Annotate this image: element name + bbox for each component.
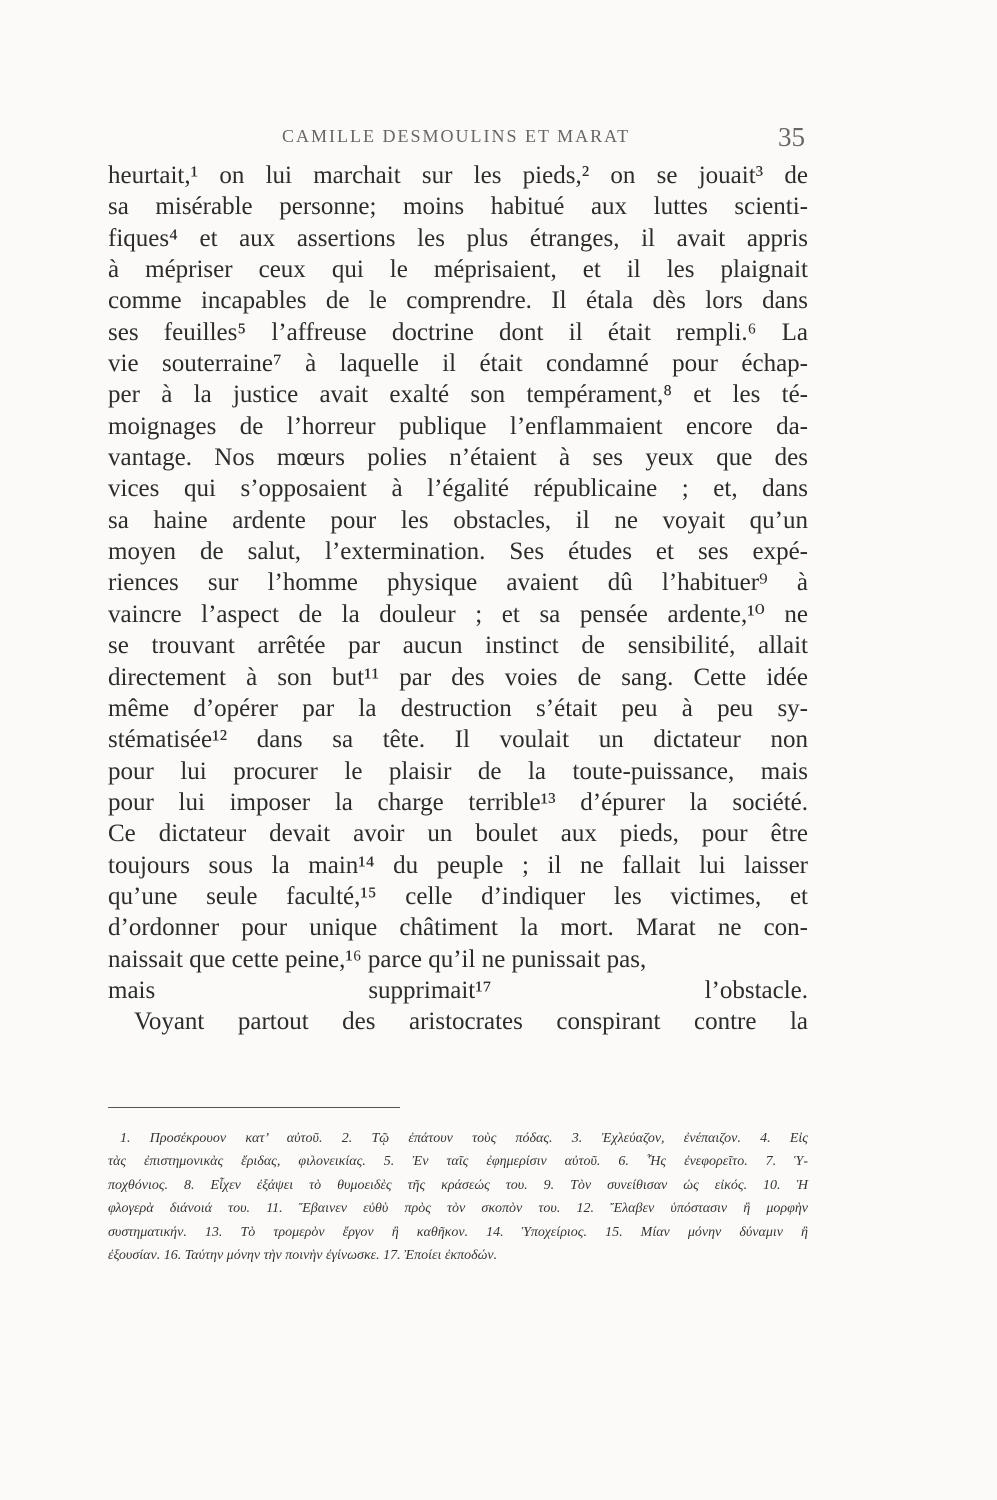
body-line: qu’une seule faculté,¹⁵ celle d’indiquer les victimes, et (108, 882, 808, 910)
body-line: à mépriser ceux qui le méprisaient, et il les plaignait (108, 256, 808, 284)
body-line: heurtait,¹ on lui marchait sur les pieds,² on se jouait³ de (108, 162, 808, 189)
body-text (108, 160, 808, 1038)
footnotes (108, 1127, 808, 1267)
body-line: d’ordonner pour unique châtiment la mort. Marat ne con- (108, 914, 808, 942)
running-title: CAMILLE DESMOULINS ET MARAT (282, 126, 631, 146)
body-line: pour lui imposer la charge terrible¹³ d’épurer la société. (108, 788, 808, 816)
body-line: Voyant partout des aristocrates conspirant contre la (134, 1008, 808, 1036)
body-line: vaincre l’aspect de la douleur ; et sa pensée ardente,¹⁰ ne (108, 600, 808, 628)
body-line: vie souterraine⁷ à laquelle il était condamné pour échap- (108, 350, 808, 378)
body-line: comme incapables de le comprendre. Il étala dès lors dans (108, 287, 808, 315)
body-line: moignages de l’horreur publique l’enflammaient encore da- (108, 412, 808, 440)
body-line: toujours sous la main¹⁴ du peuple ; il ne fallait lui laisser (108, 851, 808, 879)
footnote-line: ποχθόνιος. 8. Εἶχεν ἐξάψει τὸ θυμοειδὲς τῆς κράσεώς του. 9. Τὸν συνείθισαν ὡς εἰκός. 10. Ἡ (108, 1177, 808, 1193)
body-line: fiques⁴ et aux assertions les plus étranges, il avait appris (108, 224, 808, 252)
body-line: stématisée¹² dans sa tête. Il voulait un dictateur non (108, 726, 808, 754)
body-line: se trouvant arrêtée par aucun instinct de sensibilité, allait (108, 632, 808, 660)
footnote-line: φλογερὰ διάνοιά του. 11. Ἔβαινεν εὐθὺ πρὸς τὸν σκοπὸν του. 12. Ἔλαβεν ὑπόστασιν ἢ μορφὴν (108, 1201, 808, 1217)
footnote-line: 1. Προσέκρουον κατ’ αὐτοῦ. 2. Τῷ ἐπάτουν τοὺς πόδας. 3. Ἐχλεύαζον, ἐνέπαιζον. 4. Εἰς (120, 1131, 808, 1146)
body-line: naissait que cette peine,¹⁶ parce qu’il ne punissait pas, (108, 945, 647, 973)
body-line: mais supprimait¹⁷ l’obstacle. (108, 976, 808, 1004)
footnote-line: ἐξουσίαν. 16. Ταύτην μόνην τὴν ποινὴν ἐγίνωσκε. 17. Ἐποίει ἐκποδών. (108, 1247, 498, 1263)
body-line: moyen de salut, l’extermination. Ses études et ses expé- (108, 538, 808, 566)
footnote-rule (108, 1107, 400, 1108)
footnote-line: συστηματικήν. 13. Τὸ τρομερὸν ἔργον ἢ καθῆκον. 14. Ὑποχείριος. 15. Μίαν μόνην δύναμιν ἢ (108, 1224, 808, 1240)
body-line: pour lui procurer le plaisir de la toute-puissance, mais (108, 757, 808, 785)
body-line: même d’opérer par la destruction s’était peu à peu sy- (108, 694, 808, 722)
body-line: directement à son but¹¹ par des voies de sang. Cette idée (108, 663, 808, 691)
body-line: per à la justice avait exalté son tempérament,⁸ et les té- (108, 381, 808, 409)
footnote-line: τὰς ἐπιστημονικὰς ἔριδας, φιλονεικίας. 5. Ἐν ταῖς ἐφημερίσιν αὐτοῦ. 6. Ἧς ἐνεφορεῖτο. 7. Ὑ- (108, 1154, 808, 1170)
body-line: vantage. Nos mœurs polies n’étaient à ses yeux que des (108, 444, 808, 472)
page-header (0, 122, 997, 162)
body-line: ses feuilles⁵ l’affreuse doctrine dont il était rempli.⁶ La (108, 318, 808, 346)
body-line: sa haine ardente pour les obstacles, il ne voyait qu’un (108, 506, 808, 534)
page-number: 35 (778, 122, 805, 152)
body-line: sa misérable personne; moins habitué aux luttes scienti- (108, 193, 808, 221)
body-line: vices qui s’opposaient à l’égalité républicaine ; et, dans (108, 475, 808, 503)
body-line: riences sur l’homme physique avaient dû l’habituer⁹ à (108, 569, 808, 597)
body-line: Ce dictateur devait avoir un boulet aux pieds, pour être (108, 820, 808, 848)
